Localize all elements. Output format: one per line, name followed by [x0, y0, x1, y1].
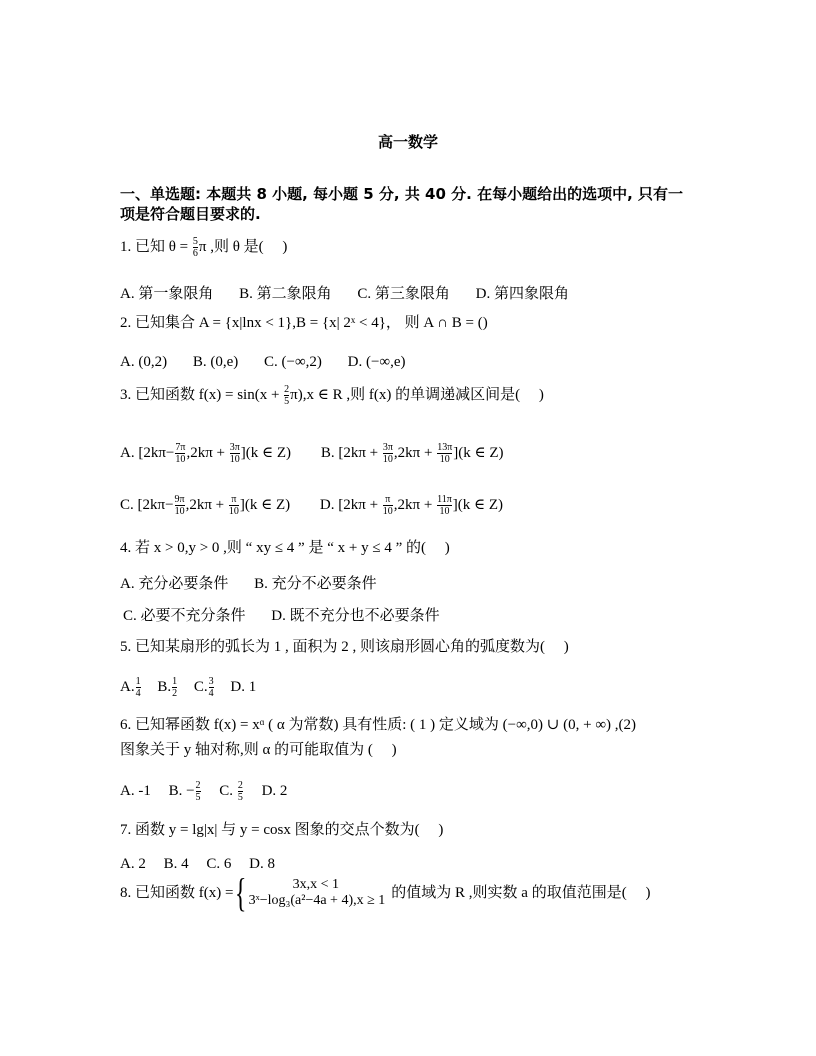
q3-b-n2: 13π [437, 442, 453, 453]
q5-option-a-frac [136, 676, 141, 699]
q3-option-a-frac-2 [230, 442, 240, 465]
q5-option-a[interactable] [120, 676, 142, 699]
q5-option-b-frac [172, 676, 177, 699]
q2-stem-a: 2. 已知集合 A = {x|lnx < 1},B = [120, 315, 322, 331]
question-6-line-2: 图象关于 y 轴对称,则 α 的可能取值为 ( ) [120, 742, 397, 758]
q6-option-c-frac [238, 780, 243, 803]
question-3-options-row-1 [120, 442, 504, 465]
q2-set-b: {x| 2ˣ < 4} [321, 315, 386, 331]
q5-c-den: 4 [208, 688, 214, 699]
q5-option-d[interactable]: D. 1 [230, 678, 257, 695]
q4-option-c[interactable]: C. 必要不充分条件 [123, 608, 246, 624]
q3-a-n2: 3π [229, 442, 240, 453]
q3-stem-b: π),x ∈ R ,则 f(x) 的单调递减区间是( ) [290, 386, 544, 403]
question-3-options-row-2 [120, 494, 503, 517]
q3-b-d2: 10 [437, 453, 452, 465]
q6-b-den: 5 [195, 792, 201, 803]
q4-option-a[interactable]: A. 充分必要条件 [120, 576, 229, 592]
q3-d-d1: 10 [382, 506, 393, 517]
section-heading: 一、单选题: 本题共 8 小题, 每小题 5 分, 共 40 分. 在每小题给出的选项中, 只有一项是符合题目要求的. [120, 185, 683, 223]
q4-option-b[interactable]: B. 充分不必要条件 [254, 576, 377, 592]
q1-stem-b: π ,则 θ 是( ) [198, 238, 288, 255]
q3-option-c-frac-2 [229, 494, 239, 517]
question-6-options [120, 780, 287, 803]
q3-option-c-tail: ](k ∈ Z) [239, 496, 291, 513]
q5-b-num: 1 [172, 676, 178, 687]
q3-denominator: 5 [284, 396, 290, 407]
q6-option-c[interactable] [219, 780, 244, 803]
q6-c-den: 5 [237, 792, 243, 803]
q4-option-d[interactable]: D. 既不充分也不必要条件 [271, 608, 440, 624]
q2-option-d[interactable]: D. (−∞,e) [347, 354, 406, 370]
q3-option-c-label: C. [120, 496, 134, 513]
q1-denominator: 6 [192, 248, 198, 259]
q2-option-c[interactable]: C. (−∞,2) [263, 354, 322, 370]
q3-d-n2: 11π [437, 494, 452, 505]
q3-option-b-frac-1 [383, 442, 393, 465]
q3-option-c-lead: [2kπ− [137, 496, 174, 513]
q3-option-a[interactable] [120, 442, 295, 465]
question-1-options [120, 284, 591, 304]
q3-stem-a: 3. 已知函数 f(x) = sin(x + [120, 386, 284, 403]
question-4-stem: 4. 若 x > 0,y > 0 ,则 “ xy ≤ 4 ” 是 “ x + y ≤ 4 ” 的( ) [120, 540, 450, 556]
q3-b-n1: 3π [382, 442, 393, 453]
question-4-options-row-1 [120, 574, 399, 594]
q6-b-num: 2 [195, 780, 201, 791]
question-2-options [120, 352, 428, 372]
q8-left-brace: { [235, 870, 247, 915]
q3-option-c-mid: ,2kπ + [185, 496, 228, 513]
q7-option-a[interactable]: A. 2 [120, 856, 146, 872]
q1-option-c[interactable]: C. 第三象限角 [357, 286, 450, 302]
q5-a-den: 4 [135, 688, 141, 699]
q5-b-den: 2 [172, 688, 178, 699]
q3-fraction [284, 384, 289, 407]
q6-option-b[interactable] [168, 780, 202, 803]
page-title: 高一数学 [377, 133, 438, 151]
q3-option-b-lead: [2kπ + [338, 444, 382, 461]
q8-case-1: 3x,x < 1 [292, 877, 340, 892]
q6-option-a[interactable]: A. -1 [120, 782, 151, 799]
q3-a-d1: 10 [175, 454, 186, 465]
q2-option-b[interactable]: B. (0,e) [192, 354, 239, 370]
q7-option-c[interactable]: C. 6 [206, 856, 232, 872]
q3-c-n1: 9π [174, 494, 185, 505]
q3-numerator: 2 [284, 384, 290, 395]
q5-option-b[interactable] [157, 676, 178, 699]
q8-piecewise [249, 877, 386, 909]
q3-option-b[interactable] [320, 442, 504, 465]
q3-option-b-label: B. [320, 444, 335, 461]
q5-option-a-label: A. [120, 678, 135, 695]
q3-option-a-label: A. [120, 444, 135, 461]
q2-option-a[interactable]: A. (0,2) [120, 354, 168, 370]
q7-option-d[interactable]: D. 8 [249, 856, 275, 872]
q1-fraction [193, 236, 198, 259]
q3-option-d[interactable] [319, 494, 504, 517]
q3-option-d-mid: ,2kπ + [393, 496, 437, 513]
q3-option-d-label: D. [319, 496, 335, 513]
q5-option-c[interactable] [193, 676, 215, 699]
q3-c-d2: 10 [228, 506, 239, 517]
q3-option-d-frac-2 [437, 494, 452, 517]
q3-option-d-tail: ](k ∈ Z) [452, 496, 504, 513]
q5-a-num: 1 [135, 676, 141, 687]
q3-option-b-tail: ](k ∈ Z) [453, 444, 504, 461]
q3-c-d1: 10 [174, 506, 185, 517]
question-8-stem [120, 870, 651, 915]
question-4-options-row-2 [123, 606, 462, 626]
q5-option-c-label: C. [193, 678, 208, 695]
q3-a-n1: 7π [175, 442, 186, 453]
q6-option-c-label: C. [219, 782, 237, 799]
q3-d-d2: 10 [437, 505, 452, 517]
q1-option-b[interactable]: B. 第二象限角 [239, 286, 332, 302]
q3-option-a-frac-1 [175, 442, 185, 465]
question-3-stem [120, 384, 544, 407]
q8-stem-a: 8. 已知函数 f(x) = [120, 885, 234, 901]
q8-case-2: 3ˣ−log₃(a²−4a + 4),x ≥ 1 [248, 893, 386, 908]
q1-option-d[interactable]: D. 第四象限角 [475, 286, 569, 302]
q3-option-c[interactable] [120, 494, 294, 517]
q3-d-n1: π [385, 494, 391, 505]
q3-a-d2: 10 [229, 454, 240, 465]
q3-option-d-lead: [2kπ + [338, 496, 382, 513]
q5-option-b-label: B. [157, 678, 172, 695]
q3-b-d1: 10 [382, 454, 393, 465]
q3-option-a-lead: [2kπ− [138, 444, 175, 461]
q5-c-num: 3 [208, 676, 214, 687]
q3-c-n2: π [231, 494, 237, 505]
q3-option-b-mid: ,2kπ + [393, 444, 437, 461]
q3-option-d-frac-1 [383, 494, 393, 517]
q1-numerator: 5 [192, 236, 198, 247]
q8-stem-b: 的值域为 R ,则实数 a 的取值范围是( ) [391, 885, 651, 901]
q6-c-num: 2 [237, 780, 243, 791]
question-1-stem [120, 236, 287, 259]
q1-option-a[interactable]: A. 第一象限角 [120, 286, 214, 302]
q3-option-a-tail: ](k ∈ Z) [240, 444, 292, 461]
question-6-line-1: 6. 已知幂函数 f(x) = xᵅ ( α 为常数) 具有性质: ( 1 ) 定义域为 (−∞,0) ∪ (0, + ∞) ,(2) [120, 717, 637, 733]
question-2-stem [120, 313, 488, 333]
q3-option-c-frac-1 [175, 494, 185, 517]
question-5-options [120, 676, 256, 699]
q6-option-d[interactable]: D. 2 [261, 782, 288, 799]
q1-stem-a: 1. 已知 θ = [120, 238, 192, 255]
q6-option-b-label: B. − [168, 782, 195, 799]
question-5-stem: 5. 已知某扇形的弧长为 1 , 面积为 2 , 则该扇形圆心角的弧度数为( ) [120, 639, 569, 655]
q5-option-c-frac [209, 676, 214, 699]
question-7-stem: 7. 函数 y = lg|x| 与 y = cosx 图象的交点个数为( ) [120, 822, 444, 838]
q6-option-b-frac [196, 780, 201, 803]
q2-stem-b: ， 则 A ∩ B = () [385, 315, 488, 331]
q7-option-b[interactable]: B. 4 [163, 856, 189, 872]
question-7-options [120, 854, 275, 874]
q3-option-a-mid: ,2kπ + [186, 444, 229, 461]
q3-option-b-frac-2 [437, 442, 452, 465]
